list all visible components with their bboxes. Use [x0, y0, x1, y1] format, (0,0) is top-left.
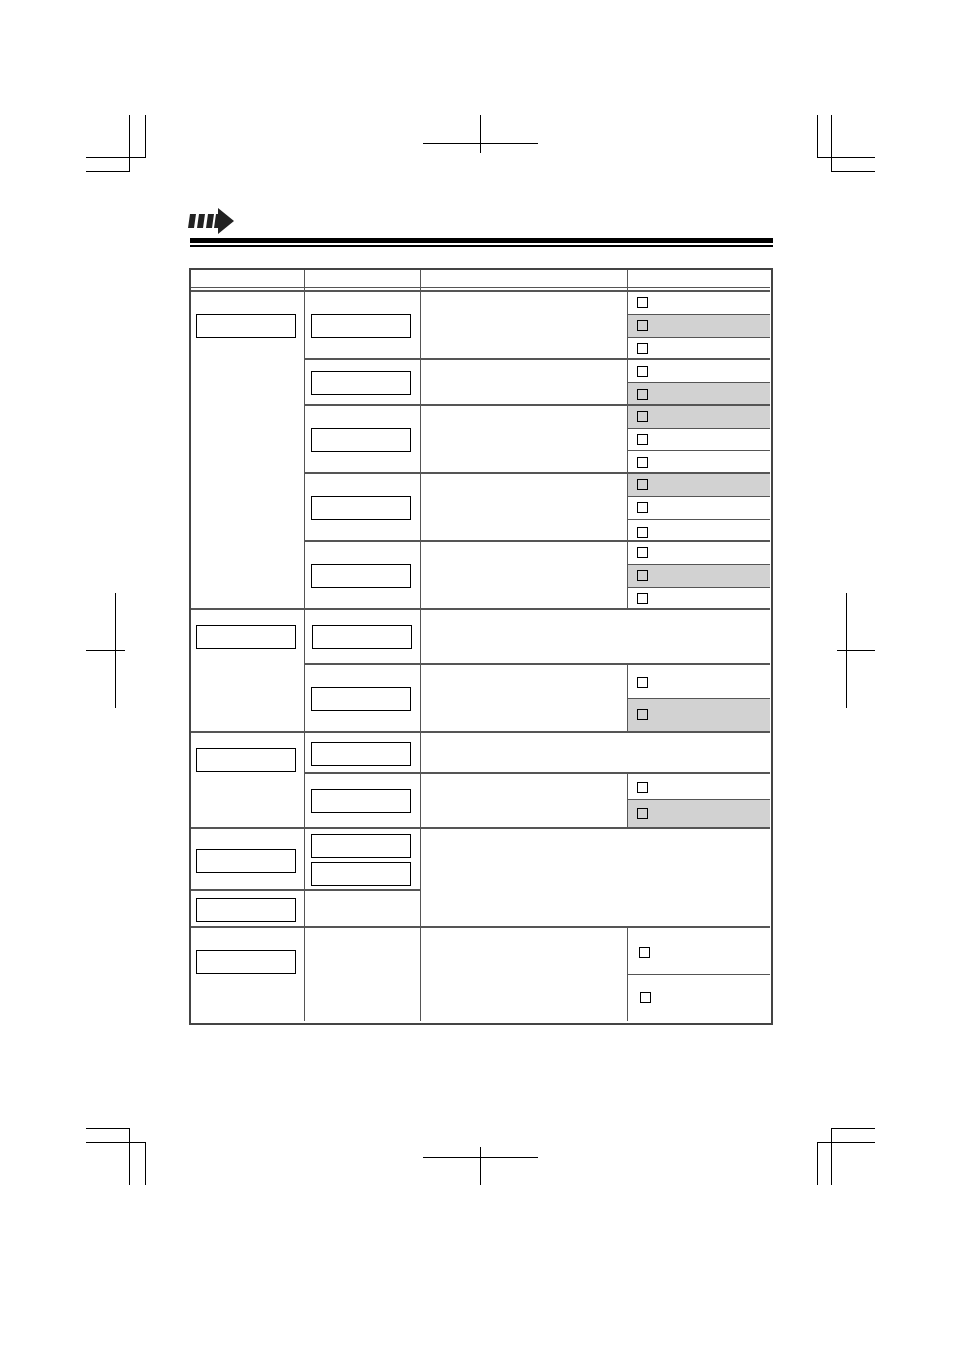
option-checkbox[interactable] [637, 320, 648, 331]
setting-label-box [311, 428, 411, 452]
setting-label-box [311, 564, 411, 588]
option-checkbox[interactable] [637, 366, 648, 377]
option-divider [628, 496, 770, 497]
section-divider [191, 827, 770, 829]
option-checkbox[interactable] [637, 389, 648, 400]
section-divider [191, 926, 770, 928]
forward-arrow-icon [188, 206, 238, 236]
option-checkbox[interactable] [637, 593, 648, 604]
crop-mark [831, 171, 875, 172]
option-checkbox[interactable] [637, 808, 648, 819]
column-divider [627, 774, 628, 827]
option-divider [628, 314, 770, 315]
section-divider [191, 608, 770, 610]
setting-label-box [311, 834, 411, 858]
section-divider [191, 731, 770, 733]
crop-mark [480, 115, 481, 153]
option-divider [628, 337, 770, 338]
crop-mark [86, 650, 125, 651]
section-label-box [196, 625, 296, 649]
column-divider [627, 270, 628, 608]
crop-mark [831, 1128, 875, 1129]
option-checkbox[interactable] [637, 411, 648, 422]
option-checkbox[interactable] [637, 434, 648, 445]
setting-label-box [311, 687, 411, 711]
crop-mark [145, 1142, 146, 1185]
crop-mark [480, 1147, 481, 1185]
row-divider [305, 358, 770, 360]
option-checkbox[interactable] [639, 947, 650, 958]
option-divider [628, 564, 770, 565]
setting-label-box [311, 371, 411, 395]
section-label-box [196, 950, 296, 974]
header-row-border [191, 287, 770, 288]
option-checkbox[interactable] [640, 992, 651, 1003]
option-divider [628, 974, 770, 975]
header-rule-thin [190, 245, 773, 247]
row-divider [305, 404, 770, 406]
row-divider [191, 889, 420, 891]
column-divider [420, 928, 421, 1021]
option-checkbox[interactable] [637, 709, 648, 720]
crop-mark [129, 115, 130, 172]
option-divider [628, 382, 770, 383]
option-checkbox[interactable] [637, 502, 648, 513]
column-divider [420, 270, 421, 608]
option-checkbox[interactable] [637, 297, 648, 308]
option-checkbox[interactable] [637, 479, 648, 490]
header-row-border [191, 290, 770, 292]
crop-mark [86, 171, 130, 172]
option-divider [628, 450, 770, 451]
crop-mark [817, 157, 875, 158]
default-option-cell [628, 800, 770, 827]
section-label-box [196, 314, 296, 338]
crop-mark [817, 115, 818, 158]
setting-label-box [312, 625, 412, 649]
option-checkbox[interactable] [637, 547, 648, 558]
crop-mark [817, 1142, 875, 1143]
default-option-cell [628, 315, 770, 337]
section-label-box [196, 748, 296, 772]
option-checkbox[interactable] [637, 782, 648, 793]
option-divider [628, 428, 770, 429]
section-label-box [196, 898, 296, 922]
option-divider [628, 587, 770, 588]
setting-label-box [311, 496, 411, 520]
crop-mark [423, 143, 538, 144]
row-divider [305, 472, 770, 474]
default-option-cell [628, 699, 770, 731]
default-option-cell [628, 474, 770, 496]
crop-mark [145, 115, 146, 158]
column-divider [420, 733, 421, 827]
setting-label-box [311, 314, 411, 338]
row-divider [305, 540, 770, 542]
default-option-cell [628, 406, 770, 428]
option-divider [628, 799, 770, 800]
option-divider [628, 698, 770, 699]
column-divider [420, 829, 421, 927]
option-checkbox[interactable] [637, 527, 648, 538]
section-label-box [196, 849, 296, 873]
row-divider [305, 663, 770, 665]
option-checkbox[interactable] [637, 457, 648, 468]
crop-mark [86, 157, 145, 158]
option-checkbox[interactable] [637, 343, 648, 354]
default-option-cell [628, 383, 770, 404]
column-divider [420, 610, 421, 732]
crop-mark [831, 115, 832, 172]
crop-mark [837, 650, 875, 651]
header-rule [190, 238, 773, 243]
setting-label-box [311, 789, 411, 813]
option-checkbox[interactable] [637, 677, 648, 688]
crop-mark [423, 1157, 538, 1158]
setting-label-box [311, 742, 411, 766]
option-divider [628, 519, 770, 520]
option-checkbox[interactable] [637, 570, 648, 581]
crop-mark [86, 1128, 130, 1129]
crop-mark [831, 1128, 832, 1185]
crop-mark [86, 1142, 145, 1143]
crop-mark [817, 1142, 818, 1185]
default-option-cell [628, 565, 770, 587]
setting-label-box [311, 862, 411, 886]
column-divider [304, 270, 305, 1021]
crop-mark [129, 1128, 130, 1185]
row-divider [305, 772, 770, 774]
